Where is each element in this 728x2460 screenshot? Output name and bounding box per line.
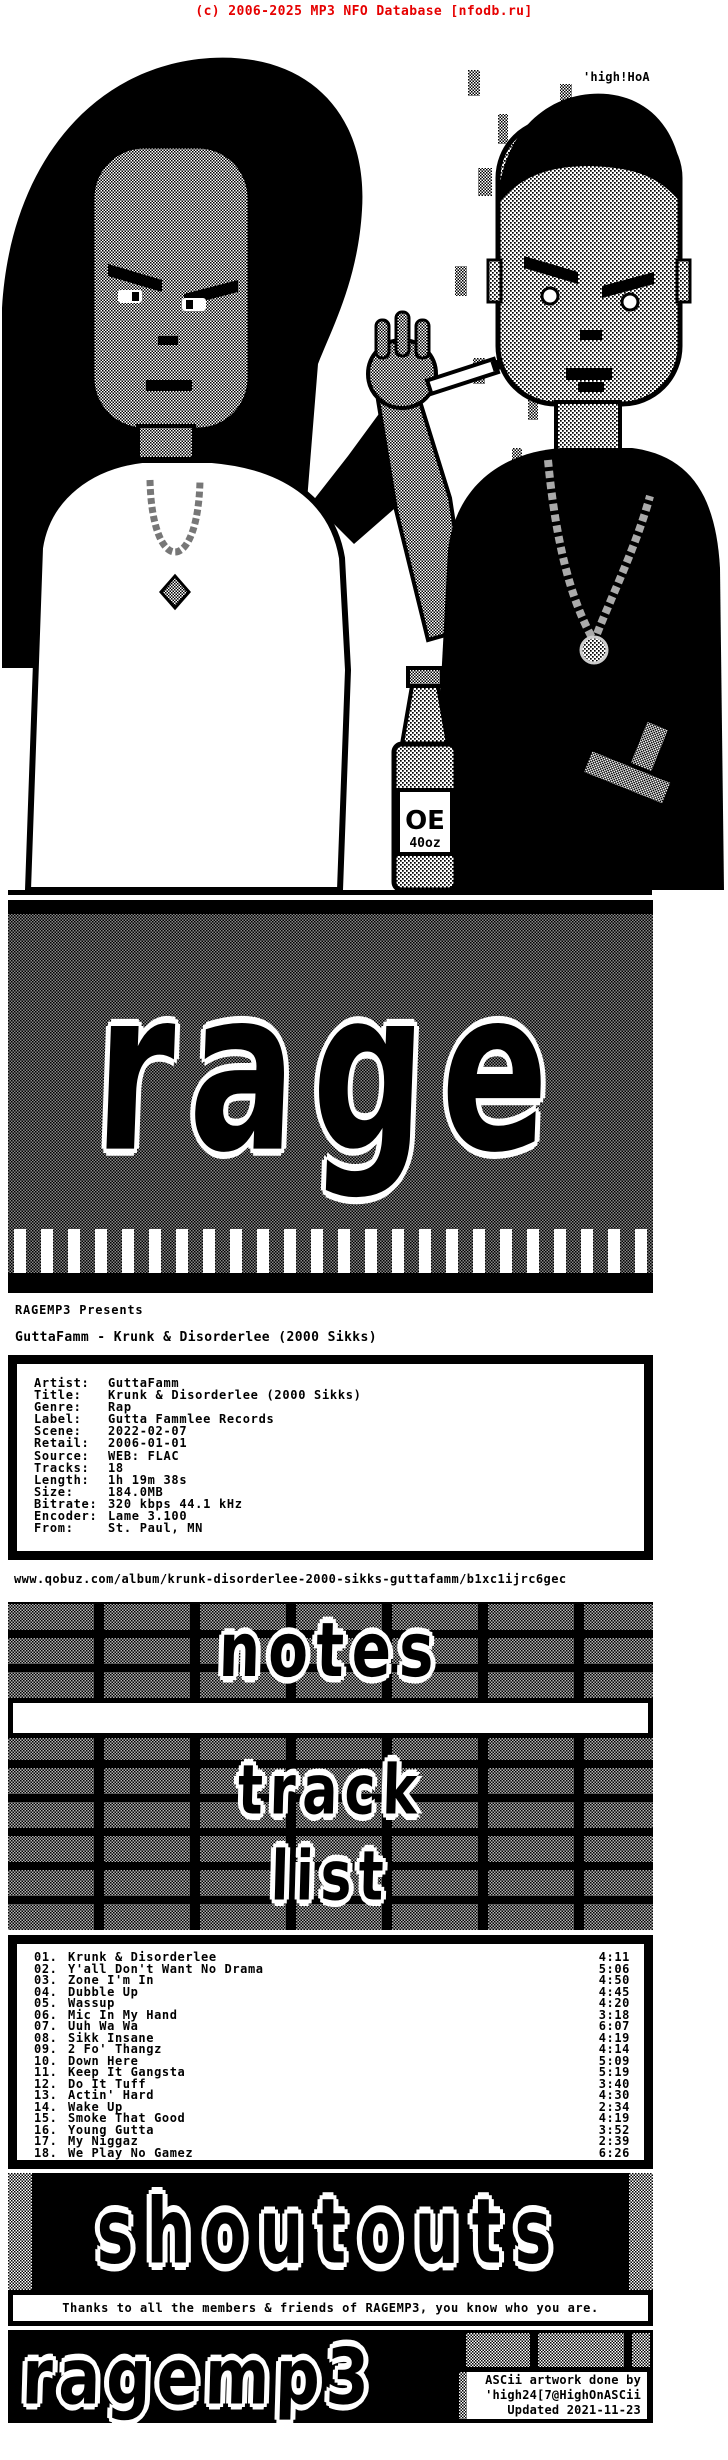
- ascii-artist-tag: 'high!HoA: [583, 70, 650, 84]
- right-mouth: [566, 368, 612, 380]
- info-row: [34, 1462, 644, 1474]
- track-row: [34, 2090, 630, 2102]
- track-number: 08.: [34, 2030, 58, 2045]
- track-title: Y'all Don't Want No Drama: [68, 1961, 264, 1976]
- track-number: 07.: [34, 2019, 58, 2033]
- finger-2: [396, 312, 409, 356]
- left-mouth: [146, 380, 192, 391]
- info-value: 2006-01-01: [108, 1436, 188, 1451]
- track-number: 15.: [34, 2111, 58, 2125]
- tracklist-title-line1: track: [236, 1751, 425, 1831]
- bottle-size-text: 40oz: [409, 836, 441, 851]
- album-url: www.qobuz.com/album/krunk-disorderlee-2000-sikks-guttafamm/b1xc1ijrc6gec: [14, 1572, 567, 1586]
- track-time: 3:40: [598, 2076, 630, 2091]
- info-label: Retail:: [34, 1436, 90, 1451]
- left-eye-r: [182, 298, 206, 311]
- artwork-credits-box: [467, 2372, 647, 2419]
- right-goatee: [578, 382, 604, 392]
- checker-edge-right: [629, 2173, 653, 2290]
- joint: [427, 358, 502, 394]
- notes-section-header: [8, 1602, 653, 1698]
- track-number: 05.: [34, 1996, 58, 2010]
- info-value: Gutta Fammlee Records: [108, 1412, 275, 1427]
- bottle-neck: [402, 686, 448, 744]
- track-number: 11.: [34, 2065, 58, 2079]
- track-number: 13.: [34, 2088, 58, 2102]
- panel-top-bar: [8, 900, 653, 914]
- right-figure: [430, 94, 724, 890]
- track-row: [34, 1984, 630, 1999]
- right-chain-pendant: [581, 637, 607, 663]
- track-number: 06.: [34, 2007, 58, 2022]
- checker-block: [632, 2333, 650, 2367]
- rage-graffiti-panel: [8, 900, 653, 1293]
- finger-1: [376, 320, 389, 358]
- right-eye-r: [622, 294, 638, 310]
- info-label: Tracks:: [34, 1460, 90, 1475]
- track-time: 5:06: [598, 1961, 630, 1976]
- track-time: 3:52: [598, 2122, 630, 2137]
- track-title: My Niggaz: [68, 2134, 139, 2148]
- track-title: Krunk & Disorderlee: [68, 1950, 217, 1964]
- rage-logo: [8, 914, 653, 1229]
- credit-line-3: Updated 2021-11-23: [507, 2403, 641, 2417]
- track-time: 4:20: [598, 1996, 630, 2010]
- cover-art: [0, 28, 728, 890]
- footer-logo-text: ragemp3: [20, 2330, 377, 2423]
- track-time: 6:26: [598, 2145, 630, 2160]
- track-time: 4:45: [598, 1984, 630, 1999]
- presents-line: RAGEMP3 Presents: [15, 1303, 144, 1317]
- info-value: 184.0MB: [108, 1484, 164, 1499]
- bottle-cap: [408, 668, 442, 686]
- left-nose: [158, 336, 178, 345]
- bottle-label-text: OE: [405, 806, 445, 836]
- shoutouts-title: shoutouts: [96, 2178, 565, 2285]
- tracklist-title-line2: list: [269, 1837, 392, 1917]
- track-time: 4:30: [598, 2088, 630, 2102]
- track-number: 17.: [34, 2134, 58, 2148]
- info-value: Rap: [108, 1400, 132, 1415]
- track-number: 04.: [34, 1984, 58, 1999]
- shoutouts-text: Thanks to all the members & friends of RAGEMP3, you know who you are.: [62, 2301, 599, 2315]
- track-title: Sikk Insane: [68, 2030, 155, 2045]
- info-label: Size:: [34, 1484, 74, 1499]
- track-time: 5:19: [598, 2065, 630, 2079]
- right-ear-l: [488, 260, 501, 302]
- right-ear-r: [677, 260, 690, 302]
- track-number: 14.: [34, 2099, 58, 2114]
- track-time: 4:11: [598, 1950, 630, 1964]
- track-number: 02.: [34, 1961, 58, 1976]
- info-label: Title:: [34, 1388, 82, 1403]
- track-time: 3:18: [598, 2007, 630, 2022]
- info-label: Scene:: [34, 1424, 82, 1439]
- notes-title: notes: [217, 1605, 444, 1695]
- track-title: Down Here: [68, 2053, 139, 2068]
- panel-bottom-bar: [8, 1273, 653, 1293]
- track-time: 5:09: [598, 2053, 630, 2068]
- track-number: 03.: [34, 1973, 58, 1987]
- track-time: 4:14: [598, 2042, 630, 2056]
- track-title: Wassup: [68, 1996, 115, 2010]
- info-value: 18: [108, 1460, 124, 1475]
- shoutouts-section-header: [8, 2173, 653, 2290]
- info-value: St. Paul, MN: [108, 1521, 204, 1536]
- right-nose: [580, 330, 602, 340]
- credit-line-2: 'high24[7@HighOnASCii: [485, 2388, 641, 2402]
- checker-block: [538, 2333, 624, 2367]
- info-row: [34, 1437, 644, 1449]
- track-title: Do It Tuff: [68, 2076, 147, 2091]
- tracklist-box: [8, 1935, 653, 2169]
- track-time: 2:39: [598, 2134, 630, 2148]
- track-title: Mic In My Hand: [68, 2007, 178, 2022]
- info-label: Artist:: [34, 1376, 90, 1390]
- track-title: Smoke That Good: [68, 2111, 186, 2125]
- track-number: 01.: [34, 1950, 58, 1964]
- footer-logo: [22, 2330, 375, 2423]
- track-row: [34, 2145, 630, 2160]
- shoutouts-text-box: [8, 2290, 653, 2326]
- release-info-box: [8, 1355, 653, 1560]
- left-pupil-l: [132, 292, 139, 301]
- track-time: 4:19: [598, 2111, 630, 2125]
- track-number: 09.: [34, 2042, 58, 2056]
- info-value: Lame 3.100: [108, 1509, 188, 1524]
- release-title: GuttaFamm - Krunk & Disorderlee (2000 Sikks): [15, 1330, 377, 1345]
- track-title: Dubble Up: [68, 1984, 139, 1999]
- credit-checker-strip: [459, 2372, 467, 2419]
- info-value: 1h 19m 38s: [108, 1472, 188, 1487]
- finger-3: [416, 320, 429, 358]
- info-label: Bitrate:: [34, 1496, 98, 1511]
- checker-block: [466, 2333, 530, 2367]
- track-title: Young Gutta: [68, 2122, 155, 2137]
- notes-empty-strip: [8, 1698, 653, 1738]
- track-title: Actin' Hard: [68, 2088, 155, 2102]
- info-value: 320 kbps 44.1 kHz: [108, 1496, 243, 1511]
- info-row: [34, 1450, 644, 1462]
- left-pupil-r: [186, 300, 193, 309]
- track-number: 10.: [34, 2053, 58, 2068]
- checker-edge-left: [8, 2173, 32, 2290]
- info-label: From:: [34, 1521, 74, 1536]
- track-time: 4:50: [598, 1973, 630, 1987]
- right-eye-l: [542, 288, 558, 304]
- right-neck: [556, 402, 620, 452]
- info-label: Source:: [34, 1448, 90, 1463]
- track-number: 18.: [34, 2145, 58, 2160]
- info-label: Label:: [34, 1412, 82, 1427]
- info-row: [34, 1522, 644, 1534]
- footer-logo-panel: [8, 2330, 653, 2423]
- drip-stripes: [14, 1229, 647, 1273]
- track-time: 4:19: [598, 2030, 630, 2045]
- info-value: WEB: FLAC: [108, 1448, 180, 1463]
- white-tshirt: [28, 460, 348, 890]
- track-time: 6:07: [598, 2019, 630, 2033]
- info-value: GuttaFamm: [108, 1376, 180, 1390]
- info-label: Length:: [34, 1472, 90, 1487]
- info-value: Krunk & Disorderlee (2000 Sikks): [108, 1388, 362, 1403]
- info-label: Encoder:: [34, 1509, 98, 1524]
- track-title: We Play No Gamez: [68, 2145, 194, 2160]
- art-divider: [8, 890, 652, 895]
- tracklist-section-header: [8, 1738, 653, 1930]
- track-title: 2 Fo' Thangz: [68, 2042, 162, 2056]
- track-title: Zone I'm In: [68, 1973, 155, 1987]
- rage-logo-text: rage: [91, 940, 570, 1203]
- track-title: Wake Up: [68, 2099, 123, 2114]
- info-value: 2022-02-07: [108, 1424, 188, 1439]
- track-title: Uuh Wa Wa: [68, 2019, 139, 2033]
- info-label: Genre:: [34, 1400, 82, 1415]
- track-number: 12.: [34, 2076, 58, 2091]
- track-number: 16.: [34, 2122, 58, 2137]
- track-title: Keep It Gangsta: [68, 2065, 186, 2079]
- database-copyright: (c) 2006-2025 MP3 NFO Database [nfodb.ru]: [195, 4, 533, 19]
- track-time: 2:34: [598, 2099, 630, 2114]
- black-tank-top: [430, 448, 724, 890]
- credit-line-1: ASCii artwork done by: [485, 2373, 641, 2387]
